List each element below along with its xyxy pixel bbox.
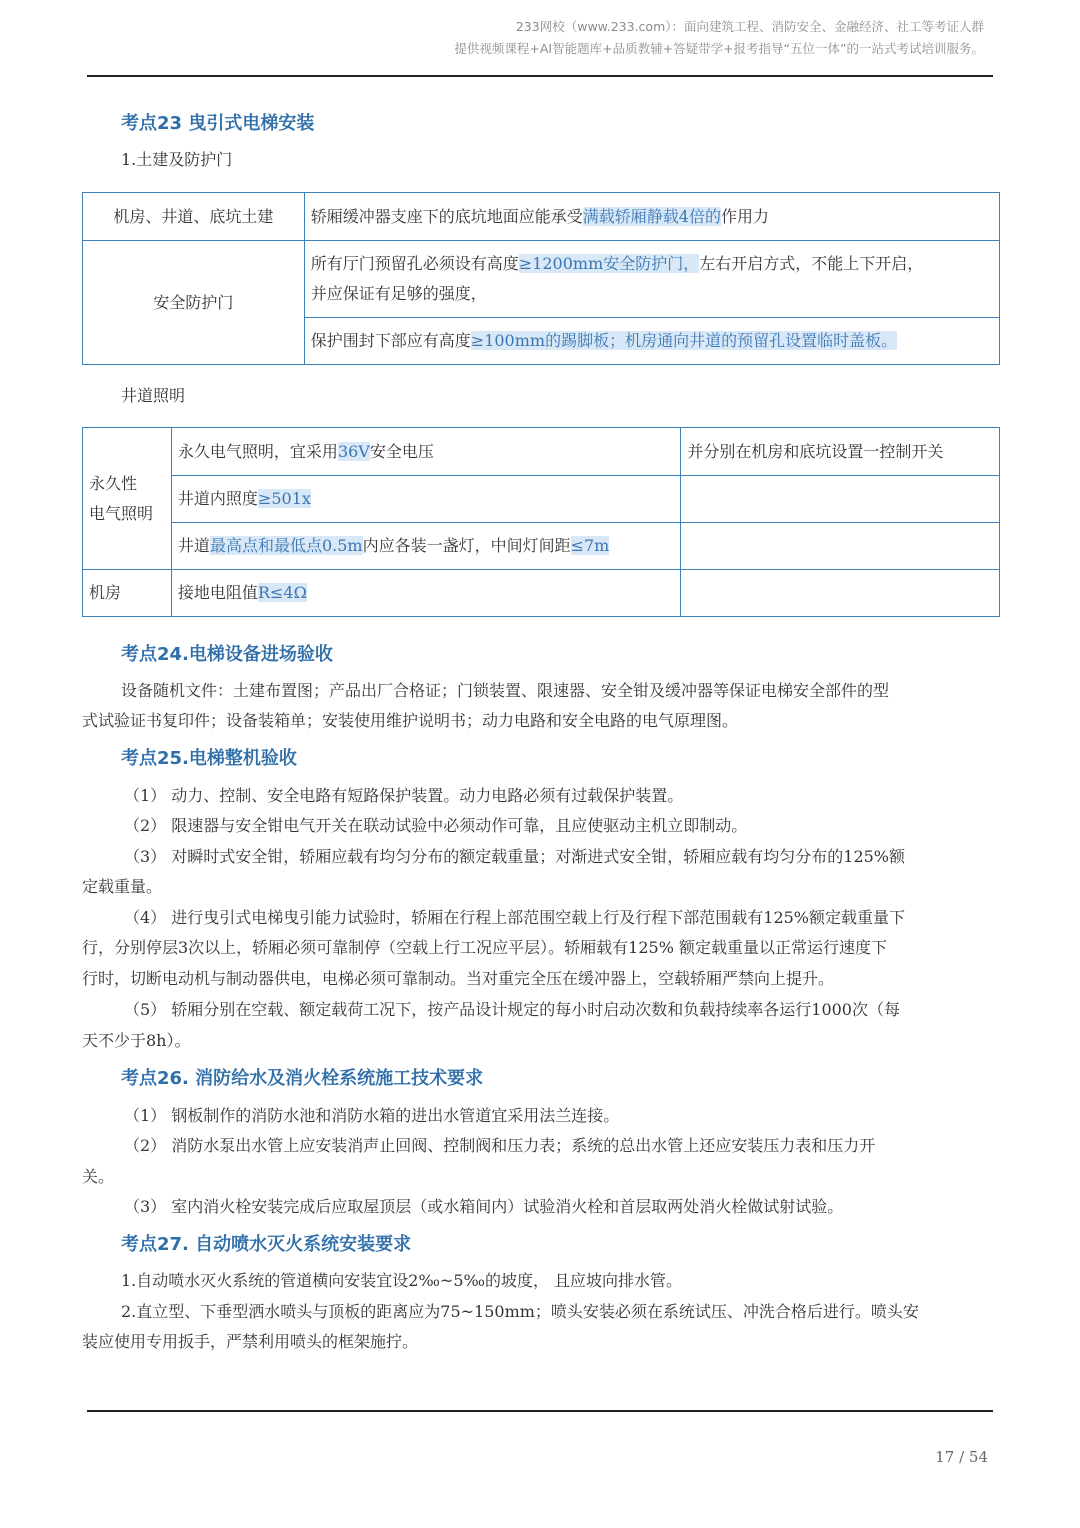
cell-text: 并应保证有足够的强度， [310,284,487,303]
cell-text: 轿厢缓冲器支座下的底坑地面应能承受 [310,206,583,226]
paragraph-line: 式试验证书复印件；设备装箱单；安装使用维护说明书；动力电路和安全电路的电气原理图。 [82,711,739,730]
cell-text: 作用力 [720,206,769,226]
paragraph-line: 行，分别停层3次以上，轿厢必须可靠制停（空载上行工况应平层）。轿厢载有125% 额定载重量以正常运行速度下 [82,938,888,957]
cell-text: 电气照明 [89,503,154,523]
cell-text: 永久性 [89,473,138,493]
table-cell [171,570,680,617]
paragraph-line: （3） 对瞬时式安全钳，轿厢应载有均匀分布的额定载重量；对渐进式安全钳，轿厢应载有均匀分布的125%额 [124,847,906,866]
paragraph-line: 设备随机文件：土建布置图；产品出厂合格证；门锁装置、限速器、安全钳及缓冲器等保证电梯安全部件的型 [121,681,890,700]
table-row [83,523,1000,570]
section-26-title: 考点26. 消防给水及消火栓系统施工技术要求 [121,1068,484,1089]
table-cell [304,241,999,318]
table-cell [681,523,1000,570]
table-cell [171,523,680,570]
highlight-text: ≤7m [570,536,610,555]
paragraph-line: （1） 动力、控制、安全电路有短路保护装置。动力电路必须有过载保护装置。 [124,786,684,805]
paragraph-line: 关。 [82,1167,115,1186]
paragraph-line: （4） 进行曳引式电梯曳引能力试验时，轿厢在行程上部范围空载上行及行程下部范围载有125%额定载重量下 [124,908,906,927]
table-cell [681,570,1000,617]
highlight-text: ≥100mm的踢脚板；机房通向井道的预留孔设置临时盖板。 [470,331,898,350]
highlight-text: 满载轿厢静载4倍的 [582,206,721,226]
cell-text: 左右开启方式，不能上下开启， [699,254,924,273]
table-row [83,193,1000,241]
paragraph-line: （2） 限速器与安全钳电气开关在联动试验中必须动作可靠，且应使驱动主机立即制动。 [124,816,748,835]
cell-text: 永久电气照明，宜采用 [177,441,338,461]
header-line-2: 提供视频课程+AI智能题库+品质教辅+答疑带学+报考指导“五位一体”的一站式考试培训服务。 [454,41,984,56]
section-23-subheading-2: 井道照明 [121,386,186,405]
section-24-title: 考点24.电梯设备进场验收 [121,644,333,665]
table-cell: 机房 [83,570,172,617]
cell-text: 接地电阻值 [177,583,258,602]
table-cell [304,318,999,365]
highlight-text: ≥501x [257,489,311,508]
footer-rule [87,1410,993,1412]
cell-text: 内应各装一盏灯，中间灯间距 [362,536,571,555]
table-cell [83,428,172,570]
cell-text: 井道内照度 [177,489,258,508]
cell-text: 保护围封下部应有高度 [310,331,471,350]
paragraph-line: 2.直立型、下垂型洒水喷头与顶板的距离应为75~150mm；喷头安装必须在系统试压、冲洗合格后进行。喷头安 [121,1302,919,1321]
section-23-title: 考点23 曳引式电梯安装 [121,113,315,134]
page-header [454,16,984,60]
paragraph-line: （1） 钢板制作的消防水池和消防水箱的进出水管道宜采用法兰连接。 [124,1106,620,1125]
paragraph-line: 行时，切断电动机与制动器供电，电梯必须可靠制动。当对重完全压在缓冲器上，空载轿厢严禁向上提升。 [82,969,835,988]
shaft-lighting-table [82,427,1000,617]
table-row [83,570,1000,617]
table-cell [171,476,680,523]
highlight-text: R≤4Ω [257,583,307,602]
table-cell [304,193,999,241]
header-rule [87,75,993,77]
table-cell [171,428,680,476]
page-number: 17 / 54 [935,1448,988,1466]
highlight-text: 最高点和最低点0.5m [209,536,363,555]
highlight-text: ≥1200mm安全防护门， [518,254,700,273]
section-23-subheading-1: 1.土建及防护门 [121,150,233,169]
table-row [83,428,1000,476]
paragraph-line: 天不少于8h）。 [82,1031,191,1050]
paragraph-line: 1.自动喷水灭火系统的管道横向安装宜设2‰~5‰的坡度， 且应坡向排水管。 [121,1271,683,1290]
highlight-text: 36V [337,441,370,461]
paragraph-line: （3） 室内消火栓安装完成后应取屋顶层（或水箱间内）试验消火栓和首层取两处消火栓做试射试验。 [124,1197,844,1216]
table-cell [681,476,1000,523]
paragraph-line: （2） 消防水泵出水管上应安装消声止回阀、控制阀和压力表；系统的总出水管上还应安装压力表和压力开 [124,1136,876,1155]
section-25-title: 考点25.电梯整机验收 [121,748,297,769]
paragraph-line: 定载重量。 [82,877,163,896]
header-line-1: 233网校（www.233.com）：面向建筑工程、消防安全、金融经济、社工等考证人群 [515,19,984,34]
paragraph-line: 装应使用专用扳手，严禁利用喷头的框架施拧。 [82,1332,419,1351]
table-cell: 机房、井道、底坑土建 [83,193,305,241]
paragraph-line: （5） 轿厢分别在空载、额定载荷工况下，按产品设计规定的每小时启动次数和负载持续率各运行1000次（每 [124,1000,900,1019]
cell-text: 井道 [177,536,210,555]
table-cell: 并分别在机房和底坑设置一控制开关 [681,428,1000,476]
table-row [83,241,1000,318]
cell-text: 所有厅门预留孔必须设有高度 [310,254,519,273]
table-row [83,476,1000,523]
civil-and-protective-door-table [82,192,1000,365]
section-27-title: 考点27. 自动喷水灭火系统安装要求 [121,1234,412,1255]
table-cell: 安全防护门 [83,241,305,365]
cell-text: 安全电压 [369,441,434,461]
